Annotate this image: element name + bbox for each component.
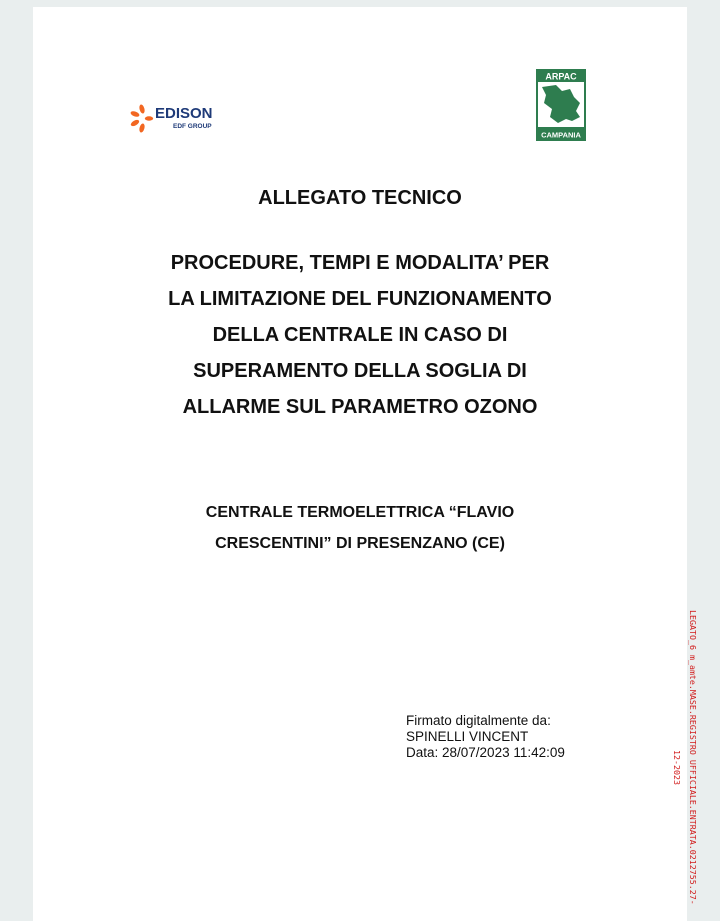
plant-name <box>33 497 687 559</box>
arpac-bottom-text: CAMPANIA <box>541 130 581 140</box>
subtitle-line: DELLA CENTRALE IN CASO DI <box>212 324 508 346</box>
document-subtitle <box>33 245 687 425</box>
arpac-top-text: ARPAC <box>545 71 577 82</box>
signature-label: Firmato digitalmente da: <box>406 713 551 728</box>
stamp-line: 12-2023 <box>672 750 682 785</box>
digital-signature <box>406 713 565 761</box>
signature-name: SPINELLI VINCENT <box>406 729 529 744</box>
document-title: ALLEGATO TECNICO <box>258 187 462 209</box>
subtitle-line: LA LIMITAZIONE DEL FUNZIONAMENTO <box>168 288 552 310</box>
edison-group-text: EDF GROUP <box>173 123 212 130</box>
signature-date: Data: 28/07/2023 11:42:09 <box>406 745 565 760</box>
plant-line: CRESCENTINI” DI PRESENZANO (CE) <box>215 535 505 552</box>
subtitle-line: ALLARME SUL PARAMETRO OZONO <box>182 396 538 418</box>
plant-line: CENTRALE TERMOELETTRICA “FLAVIO <box>205 504 515 521</box>
document-page <box>33 7 698 921</box>
arpac-logo <box>536 69 586 141</box>
edison-wordmark: EDISON <box>155 105 213 122</box>
stamp-line: LEGATO_6 m_amte.MASE.REGISTRO UFFICIALE.ENTRATA.0212755.27- <box>688 610 698 905</box>
subtitle-line: SUPERAMENTO DELLA SOGLIA DI <box>193 360 527 382</box>
subtitle-line: PROCEDURE, TEMPI E MODALITA’ PER <box>170 252 550 274</box>
protocol-stamp <box>653 610 709 920</box>
edison-logo <box>129 104 239 140</box>
